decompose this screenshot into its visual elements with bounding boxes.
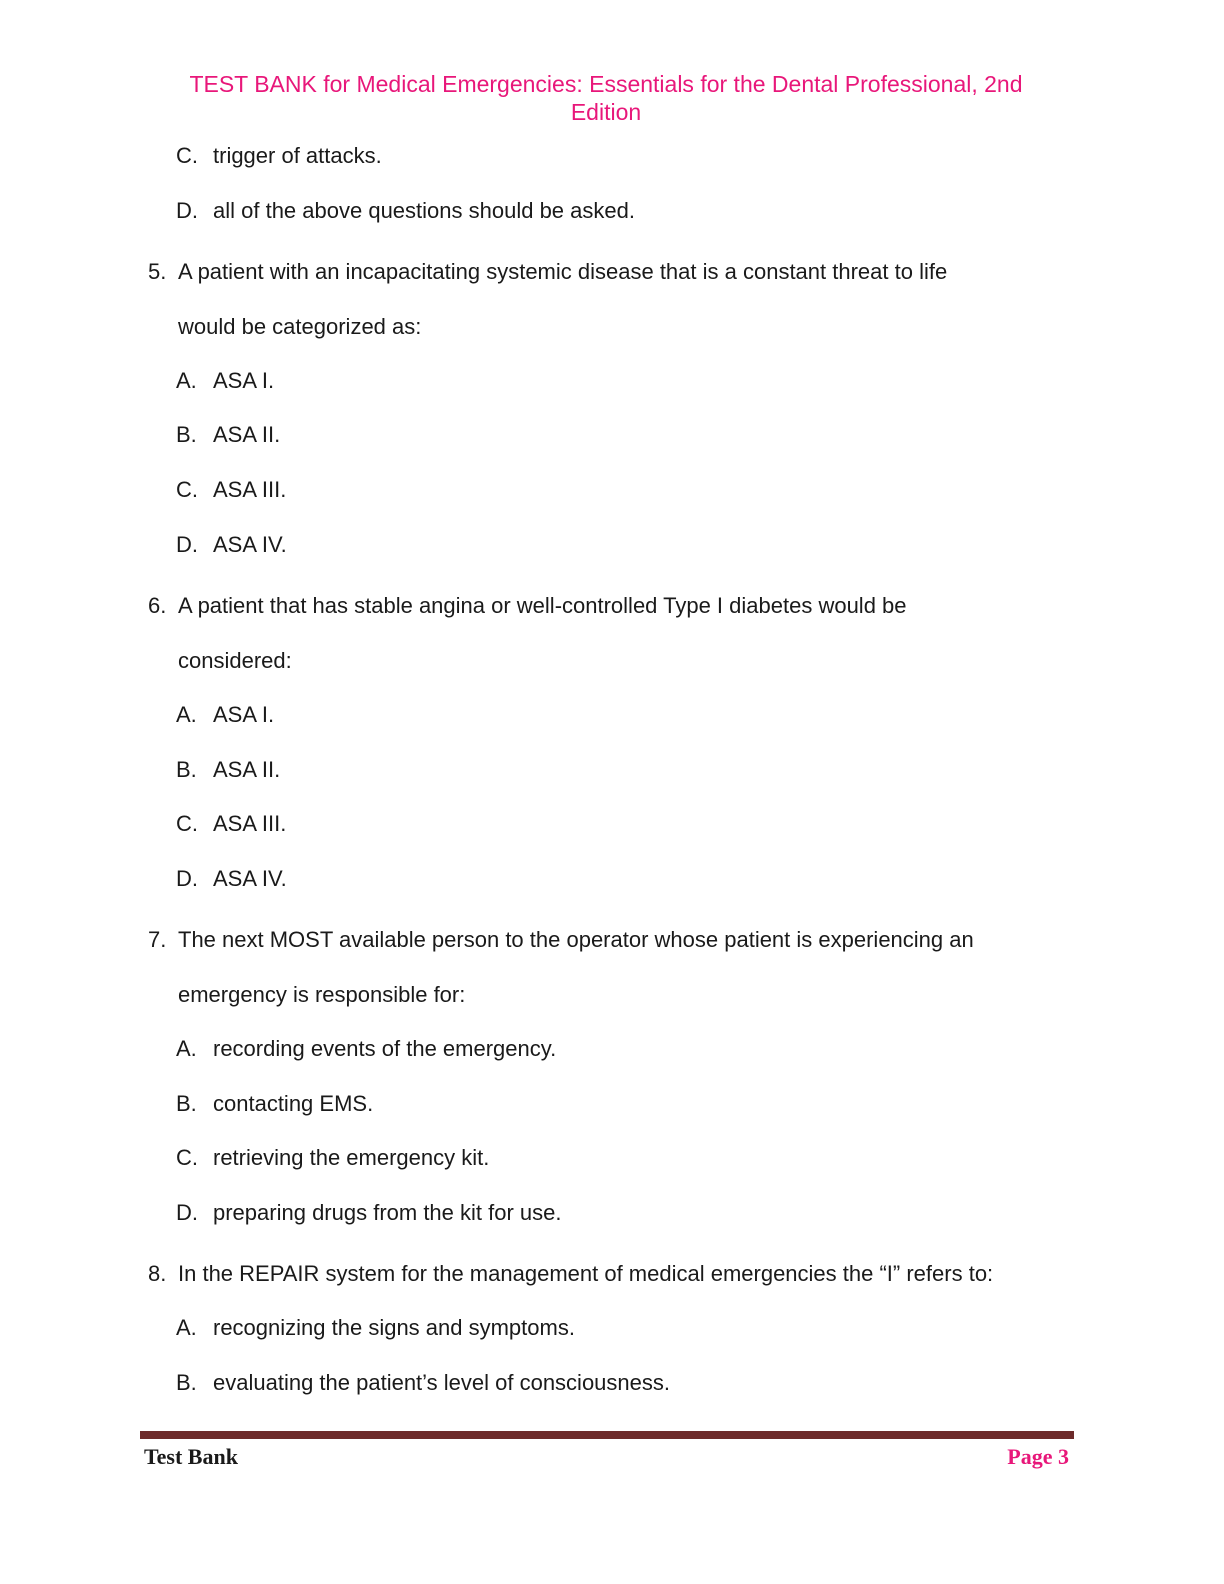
option-text: preparing drugs from the kit for use. [213,1200,562,1225]
option-letter: D. [176,198,198,223]
question-text-line2: considered: [178,648,292,673]
question-text-line1: The next MOST available person to the operator whose patient is experiencing an [178,927,974,952]
footer-divider [140,1431,1074,1439]
option-letter: A. [176,702,197,727]
option-letter: C. [176,811,198,836]
option-text: ASA I. [213,702,275,727]
option-text: recognizing the signs and symptoms. [213,1315,575,1340]
option-letter: D. [176,866,198,891]
header-title-line1: TEST BANK for Medical Emergencies: Essentials for the Dental Professional, 2nd [189,71,1023,97]
question-text-line2: would be categorized as: [178,314,422,339]
option-text: ASA III. [213,477,287,502]
page-number: Page 3 [1007,1444,1069,1469]
question-number: 7. [148,927,167,952]
option-letter: A. [176,1036,197,1061]
question-text-line1: In the REPAIR system for the management of medical emergencies the “I” refers to: [178,1261,994,1286]
question-number: 5. [148,259,167,284]
option-text: ASA II. [213,757,281,782]
option-text: ASA III. [213,811,287,836]
option-text: ASA II. [213,422,281,447]
option-text: recording events of the emergency. [213,1036,557,1061]
footer-label: Test Bank [144,1444,238,1469]
option-text: all of the above questions should be asked. [213,198,635,223]
header-title-line2: Edition [570,99,642,125]
option-letter: A. [176,368,197,393]
option-text: retrieving the emergency kit. [213,1145,490,1170]
question-text-line1: A patient that has stable angina or well-controlled Type I diabetes would be [178,593,907,618]
option-letter: C. [176,1145,198,1170]
option-letter: B. [176,1370,197,1395]
option-letter: D. [176,1200,198,1225]
option-letter: C. [176,477,198,502]
option-letter: C. [176,143,198,168]
option-letter: B. [176,422,197,447]
option-text: trigger of attacks. [213,143,382,168]
option-letter: B. [176,1091,197,1116]
option-text: evaluating the patient’s level of consciousness. [213,1370,670,1395]
option-letter: D. [176,532,198,557]
question-text-line2: emergency is responsible for: [178,982,466,1007]
question-number: 8. [148,1261,167,1286]
option-text: ASA I. [213,368,275,393]
option-letter: B. [176,757,197,782]
option-text: ASA IV. [213,866,287,891]
option-text: contacting EMS. [213,1091,374,1116]
question-number: 6. [148,593,167,618]
question-text-line1: A patient with an incapacitating systemic disease that is a constant threat to life [178,259,948,284]
option-letter: A. [176,1315,197,1340]
option-text: ASA IV. [213,532,287,557]
